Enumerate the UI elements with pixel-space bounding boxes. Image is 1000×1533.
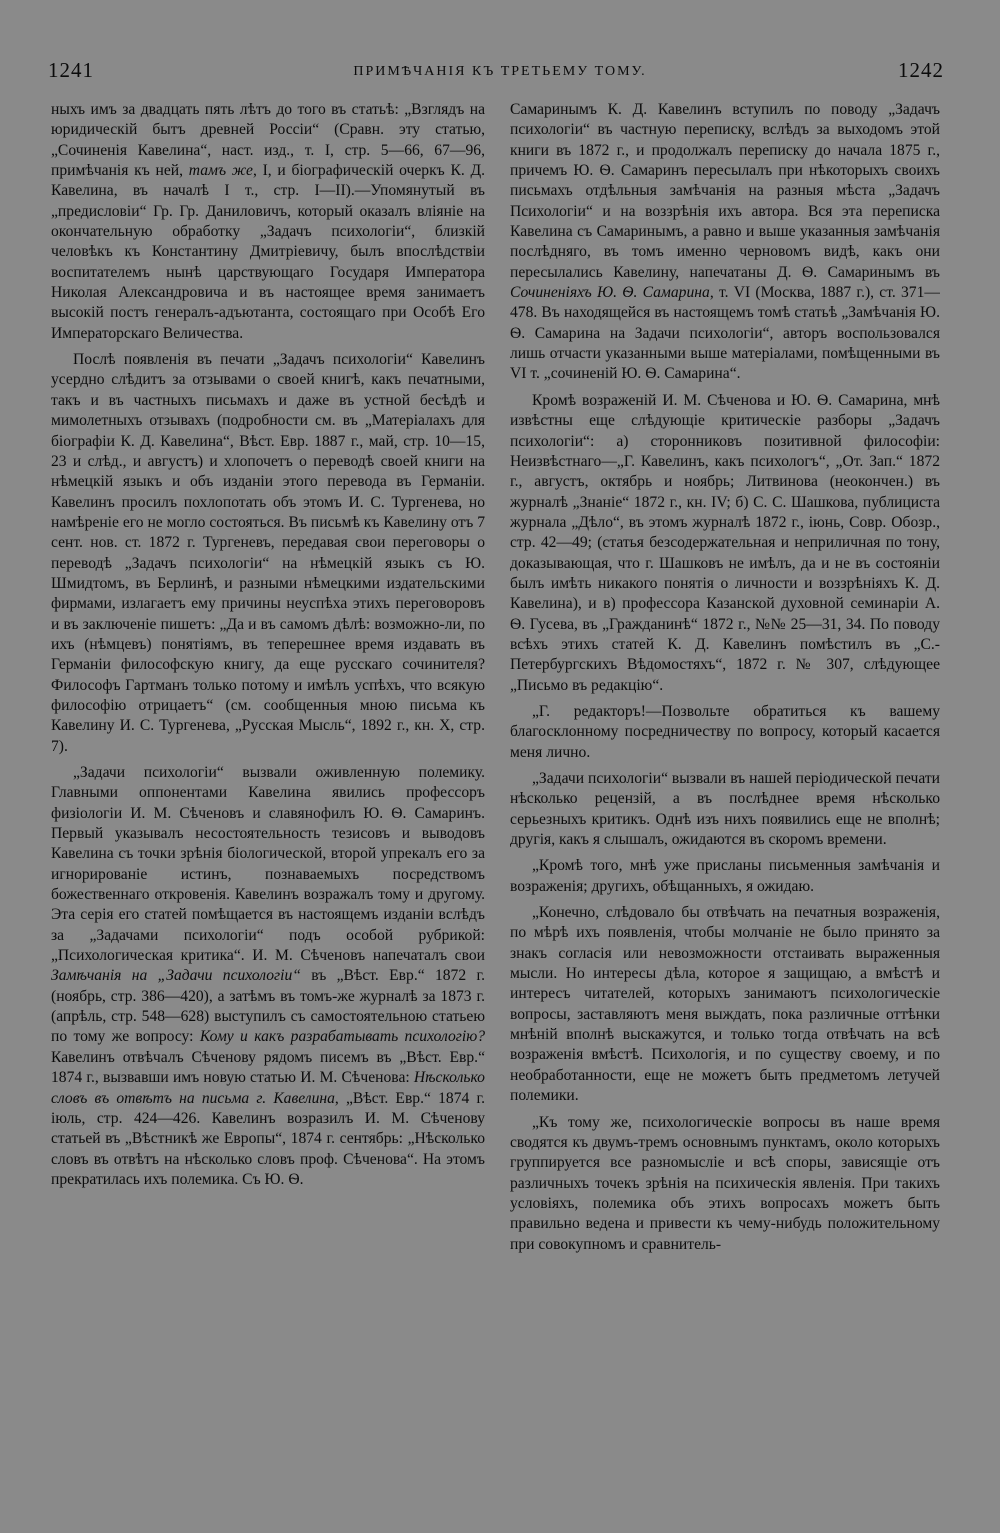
emphasis: Замѣчанія на „Задачи психологіи“	[51, 967, 301, 985]
right-paragraph-7: „Къ тому же, психологическіе вопросы въ наше время сводятся къ двумъ-тремъ основнымъ пунктамъ, около которыхъ группируется все разномысліе и всѣ споры, зависящіе отъ различныхъ точекъ зрѣнія на психическія явленія. При такихъ условіяхъ, полемика объ этихъ вопросахъ можетъ быть правильно ведена и привести къ чему-нибудь положительному при совокупномъ и сравнитель-	[510, 1113, 940, 1253]
right-paragraph-5: „Кромѣ того, мнѣ уже присланы письменныя замѣчанія и возраженія; другихъ, обѣщанныхъ, я ожидаю.	[510, 857, 940, 895]
page-number-right: 1242	[898, 58, 944, 82]
left-paragraph-1: ныхъ имъ за двадцать пять лѣтъ до того въ статьѣ: „Взглядъ на юридическій бытъ древней Россіи“ (Сравн. эту статью, „Сочиненія Кавелина“, наст. изд., т. I, стр. 5—66, 67—96, примѣчанія къ ней, тамъ же, I, и біографическій очеркъ К. Д. Кавелина, въ началѣ I т., стр. I—II).—Упомянутый въ „предисловіи“ Гр. Гр. Даниловичъ, который оказалъ вліяніе на окончательную обработку „Задачъ психологіи“, близкій человѣкъ къ Константину Дмитріевичу, былъ впослѣдствіи воспитателемъ нынѣ царствующаго Государя Императора Николая Александровича и въ настоящее время занимаетъ высокій постъ генералъ-адъютанта, состоящаго при Особѣ Его Императорскаго Величества.	[51, 101, 485, 342]
right-paragraph-6: „Конечно, слѣдовало бы отвѣчать на печатныя возраженія, по мѣрѣ ихъ появленія, чтобы молчаніе не было принято за знакъ согласія или невозможности отстаивать выраженныя мысли. Но интересы дѣла, которое я защищаю, а вмѣстѣ и интересъ читателей, которыхъ занимаютъ психологическіе вопросы, заставляютъ меня выждать, пока различные оттѣнки мнѣній вполнѣ выскажутся, и только тогда отвѣчать на всѣ возраженія вмѣстѣ. Психологія, и по существу своему, и по необработанности, еще не можетъ быть предметомъ летучей полемики.	[510, 904, 940, 1105]
right-paragraph-2: Кромѣ возраженій И. М. Сѣченова и Ю. Ѳ. Самарина, мнѣ извѣстны еще слѣдующіе критическіе разборы „Задачъ психологіи“: а) сторонниковъ позитивной философіи: Неизвѣстнаго—„Г. Кавелинъ, какъ психологъ“, „От. Зап.“ 1872 г., августъ, октябрь и ноябрь; Литвинова (неокончен.) въ журналѣ „Знаніе“ 1872 г., кн. IV; б) С. С. Шашкова, публициста журнала „Дѣло“, въ этомъ журналѣ 1872 г., іюнь, Совр. Обозр., стр. 42—49; (статья безсодержательная и неприличная по тону, доказывающая, что г. Шашковъ не имѣлъ, да и не въ состояніи былъ имѣть никакого понятія о личности и воззрѣніяхъ К. Д. Кавелина), и в) профессора Казанской духовной семинаріи А. Ѳ. Гусева, въ „Гражданинѣ“ 1872 г., №№ 25—31, 34. По поводу всѣхъ этихъ статей К. Д. Кавелинъ помѣстилъ въ „С.-Петербургскихъ Вѣдомостяхъ“, 1872 г. № 307, слѣдующее „Письмо въ редакцію“.	[510, 391, 940, 694]
left-paragraph-3: „Задачи психологіи“ вызвали оживленную полемику. Главными оппонентами Кавелина явились профессоръ физіологіи И. М. Сѣченовъ и славянофилъ Ю. Ѳ. Самаринъ. Первый указывалъ несостоятельность тезисовъ и выводовъ Кавелина съ точки зрѣнія біологической, второй упрекалъ его за игнорированіе истинъ, познаваемыхъ посредствомъ божественнаго откровенія. Кавелинъ возражалъ тому и другому. Эта серія его статей помѣщается въ настоящемъ изданіи вслѣдъ за „Задачами психологіи“ подъ особой рубрикой: „Психологическая критика“. И. М. Сѣченовъ напечаталъ свои Замѣчанія на „Задачи психологіи“ въ „Вѣст. Евр.“ 1872 г. (ноябрь, стр. 386—420), а затѣмъ въ томъ-же журналѣ за 1873 г. (апрѣль, стр. 548—628) выступилъ съ самостоятельною статьею по тому же вопросу: Кому и какъ разрабатывать психологію? Кавелинъ отвѣчалъ Сѣченову рядомъ писемъ въ „Вѣст. Евр.“ 1874 г., вызвавши имъ новую статью И. М. Сѣченова: Нѣсколько словъ въ отвѣтъ на письма г. Кавелина, „Вѣст. Евр.“ 1874 г. іюль, стр. 424—426. Кавелинъ возразилъ И. М. Сѣченову статьей въ „Вѣстникѣ же Европы“, 1874 г. сентябрь: „Нѣсколько словъ въ отвѣтъ на нѣсколько словъ проф. Сѣченова“. На этомъ прекратилась ихъ полемика. Съ Ю. Ѳ.	[51, 764, 485, 1188]
running-head: ПРИМѢЧАНІЯ КЪ ТРЕТЬЕМУ ТОМУ.	[353, 64, 647, 79]
left-paragraph-2: Послѣ появленія въ печати „Задачъ психологіи“ Кавелинъ усердно слѣдитъ за отзывами о своей книгѣ, какъ печатными, такъ и въ частныхъ письмахъ и даже въ устной бесѣдѣ и мимолетныхъ отзывахъ (подробности см. въ „Матеріалахъ для біографіи К. Д. Кавелина“, Вѣст. Евр. 1887 г., май, стр. 10—15, 23 и слѣд., и августъ) и хлопочетъ о переводѣ своей книги на нѣмецкій языкъ и объ изданіи этого перевода въ Германіи. Кавелинъ просилъ похлопотать объ этомъ И. С. Тургенева, но намѣреніе его не могло состояться. Въ письмѣ къ Кавелину отъ 7 сент. нов. ст. 1872 г. Тургеневъ, передавая свои переговоры о переводѣ „Задачъ психологіи“ на нѣмецкій языкъ съ Ю. Шмидтомъ, въ Берлинѣ, и разными нѣмецкими издательскими фирмами, излагаетъ ему причины неуспѣха этихъ переговоровъ и въ заключеніе пишетъ: „Да и въ самомъ дѣлѣ: возможно-ли, по ихъ (нѣмцевъ) понятіямъ, въ теперешнее время издавать въ Германіи философскую книгу, да еще русскаго сочинителя? Философъ Гартманъ только потому и имѣлъ успѣхъ, что всякую философію отрицаетъ“ (см. сообщенныя мною письма къ Кавелину И. С. Тургенева, „Русская Мысль“, 1892 г., кн. X, стр. 7).	[51, 351, 485, 755]
emphasis: тамъ же	[188, 162, 253, 180]
page-number-left: 1241	[48, 58, 94, 82]
emphasis: Кому и какъ разрабатывать психологію?	[199, 1028, 485, 1046]
left-column	[51, 100, 485, 1523]
right-paragraph-3: „Г. редакторъ!—Позвольте обратиться къ вашему благосклонному посредничеству по вопросу, который касается меня лично.	[510, 702, 940, 761]
emphasis: Сочиненіяхъ Ю. Ѳ. Самарина	[510, 284, 710, 302]
right-column	[510, 100, 940, 1523]
right-paragraph-4: „Задачи психологіи“ вызвали въ нашей періодической печати нѣсколько рецензій, а въ послѣднее время нѣсколько серьезныхъ критикъ. Однѣ изъ нихъ появились еще не вполнѣ; другія, какъ я слышалъ, ожидаются въ скоромъ времени.	[510, 770, 940, 849]
right-paragraph-1: Самаринымъ К. Д. Кавелинъ вступилъ по поводу „Задачъ психологіи“ въ частную переписку, вслѣдъ за выходомъ этой книги въ 1872 г., и продолжалъ переписку до начала 1875 г., причемъ Ю. Ѳ. Самаринъ пересылалъ при нѣкоторыхъ своихъ письмахъ отдѣльныя замѣчанія на разныя мѣста „Задачъ Психологіи“ и на воззрѣнія ихъ автора. Вся эта переписка Кавелина съ Самаринымъ, а равно и выше указанныя замѣчанія послѣдняго, въ томъ именно черновомъ видѣ, какъ они пересылались Кавелину, напечатаны Д. Ѳ. Самаринымъ въ Сочиненіяхъ Ю. Ѳ. Самарина, т. VI (Москва, 1887 г.), ст. 371—478. Въ находящейся въ настоящемъ томѣ статьѣ „Замѣчанія Ю. Ѳ. Самарина на Задачи психологіи“, авторъ воспользовался лишь отчасти указанными выше матеріалами, помѣщенными въ VI т. „сочиненій Ю. Ѳ. Самарина“.	[510, 101, 940, 383]
emphasis: Нѣсколько словъ въ отвѣтъ на письма г. Кавелина	[51, 1069, 485, 1107]
